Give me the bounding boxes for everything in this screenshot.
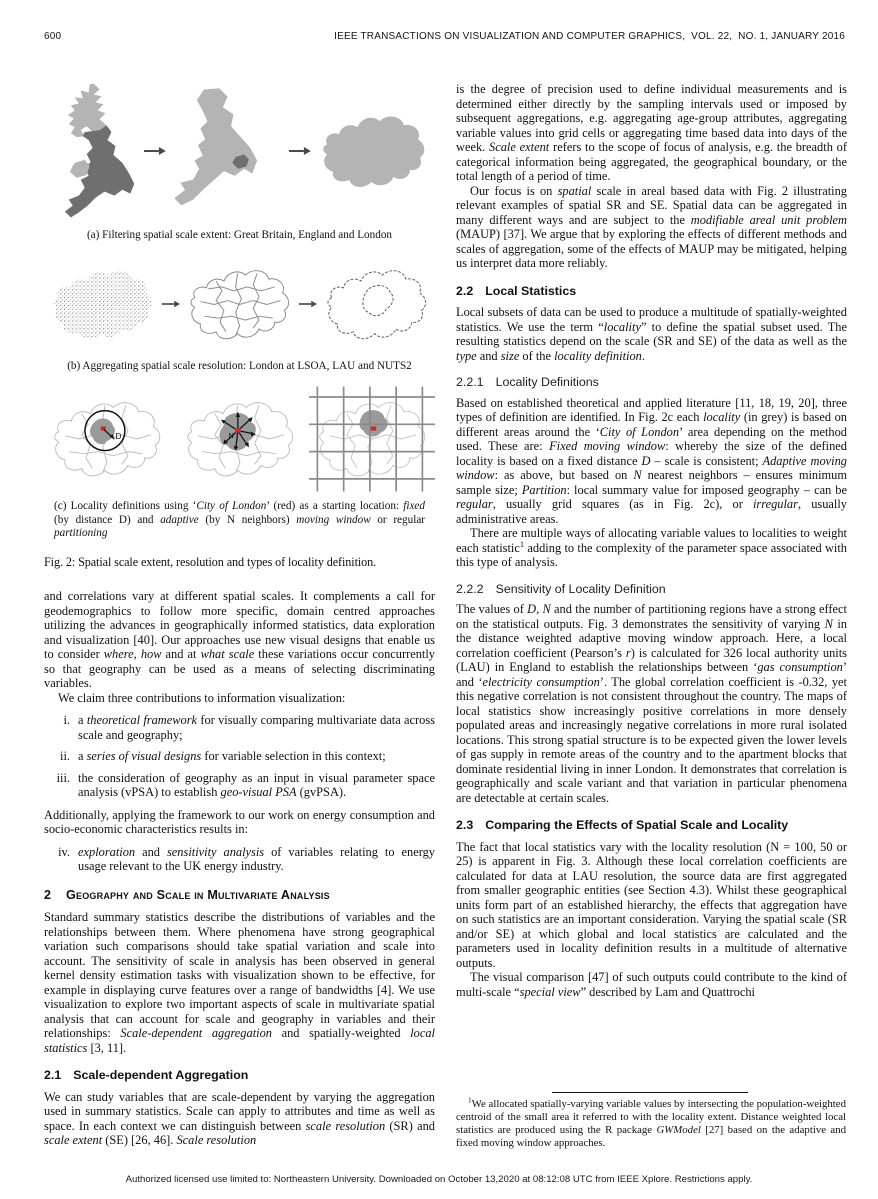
map-locality-adaptive <box>177 385 303 493</box>
list-item-number: iii. <box>56 770 70 785</box>
list-item-text: the consideration of geography as an input in visual parameter space analysis (vPSA) to establish geo-visual PSA (gvPSA). <box>78 770 435 800</box>
section-heading-2-2 <box>456 284 847 299</box>
list-item-number: i. <box>63 713 70 728</box>
section-number: 2.2 <box>456 283 474 298</box>
map-london-lsoa <box>44 255 161 353</box>
section-number: 2.2.1 <box>456 375 484 389</box>
section-number: 2.1 <box>44 1068 62 1083</box>
page-number: 600 <box>44 31 62 42</box>
figure-2c-row <box>44 385 435 493</box>
figure-2b-caption: (b) Aggregating spatial scale resolution: London at LSOA, LAU and NUTS2 <box>67 359 412 372</box>
section-heading-2 <box>44 888 435 903</box>
paragraph: Standard summary statistics describe the distributions of variables and the relationships between them. Where phenomena have strong geographical variation such comparisons should take spatial variation and scale into account. The sensitivity of scale in analysis has been observed in general kernel density estimation tasks with visualization shown to be effective, for example in displaying curve features over a range of bandwidths [4]. We use visualization to explore two important aspects of scale in multivariate spatial analysis that can account for scale and geography in variables and their relationships: Scale-dependent aggregation and spatially-weighted local statistics [3, 11]. <box>44 910 435 1055</box>
section-heading-2-1 <box>44 1068 435 1083</box>
figure-2-caption: Fig. 2: Spatial scale extent, resolution and types of locality definition. <box>44 554 377 569</box>
paragraph: We can study variables that are scale-dependent by varying the aggregation used in summary statistics. Scale can apply to attributes and time as well as space. In each context we can distinguish between scale resolution (SR) and scale extent (SE) [26, 46]. Scale resolution <box>44 1089 435 1148</box>
footnote-rule <box>552 1092 748 1093</box>
contribution-list-iv <box>44 845 435 874</box>
paragraph: and correlations vary at different spatial scales. It complements a call for geodemographics to follow more specific, domain centred approaches utilizing the advances in geographically informed statistics, data exploration and visualization [40]. Our approaches use new visual designs that enable us to consider where, how and at what scale these variations occur concurrently so that geography can be used as a means of selecting discriminating variables. <box>44 589 435 691</box>
journal-title: IEEE TRANSACTIONS ON VISUALIZATION AND COMPUTER GRAPHICS, VOL. 22, NO. 1, JANUARY 2016 <box>334 31 845 42</box>
figure-2a-row <box>44 80 435 222</box>
list-item <box>44 749 435 764</box>
list-item-number: iv. <box>58 844 70 859</box>
list-item <box>44 713 435 742</box>
map-london-nuts2 <box>318 255 435 353</box>
paragraph: Local subsets of data can be used to produce a multitude of spatially-weighted statistics. We use the term “locality” to define the spatial subset used. The resulting statistics depend on the scale (SR and SE) of the data as well as the type and size of the locality definition. <box>456 305 847 363</box>
contribution-list <box>44 713 435 800</box>
figure-2b-row <box>44 255 435 353</box>
arrow-right-icon <box>288 145 312 157</box>
section-title: Scale-dependent Aggregation <box>73 1068 249 1083</box>
section-title: Local Statistics <box>485 283 577 298</box>
section-title: Sensitivity of Locality Definition <box>495 581 666 596</box>
section-heading-2-2-1 <box>456 375 847 390</box>
paragraph: We claim three contributions to information visualization: <box>58 690 346 705</box>
neighbors-label: N <box>227 431 234 441</box>
paragraph: Our focus is on spatial scale in areal based data with Fig. 2 illustrating relevant examples of spatial SR and SE. Spatial data can be aggregated in many different ways and are subject to the modifiable areal unit problem (MAUP) [37]. We argue that by exploring the effects of different methods and scales of aggregation, some of the effects of MAUP may be mitigated, helping us interpret data more reliably. <box>456 183 847 270</box>
section-heading-2-3 <box>456 818 847 833</box>
section-heading-2-2-2 <box>456 582 847 597</box>
paragraph: Based on established theoretical and applied literature [11, 18, 19, 20], three types of definition are identified. In Fig. 2c each locality (in grey) is based on different areas around the ‘City of London’ area depending on the method used. These are: Fixed moving window: whereby the size of the defined locality is based on a fixed distance D – scale is consistent; Adaptive moving window: as above, but based on N nearest neighbors – ensures minimum sample size; Partition: local summary value for imposed geography – can be regular, usually grid squares (as in Fig. 2c), or irregular, usually administrative areas. <box>456 395 847 526</box>
map-england <box>167 86 288 216</box>
arrow-right-icon <box>298 298 318 310</box>
copyright-notice: Authorized licensed use limited to: Northeastern University. Downloaded on October 13,2020 at 08:12:08 UTC from IEEE Xplore. Restrictions apply. <box>125 1174 753 1185</box>
paragraph: is the degree of precision used to define individual measurements and is determined either directly by the sampling intervals used or imposed by subsequent aggregations, e.g. aggregating age-group attributes, aggregating variable values into grid cells or aggregating time based data into days of the week. Scale extent refers to the scope of focus of analysis, e.g. the breadth of categorical information being aggregated, the geographical boundary, or the total length of a period of time. <box>456 82 847 183</box>
paragraph: The values of D, N and the number of partitioning regions have a strong effect on the statistical outputs. Fig. 3 demonstrates the sensitivity of varying N in the distance weighted adaptive moving window approach. Here, a local correlation coefficient (Pearson’s r) is calculated for 326 local authority units (LAU) in England to establish the relationships between ‘gas consumption’ and ‘electricity consumption’. The global correlation coefficient is -0.32, yet this negative correlation is not consistent throughout the country. The maps of local statistics show increasingly positive correlations in more densely populated areas and increasingly negative correlations in more rural isolated locations. This strong spatial structure is to be expected given the lower levels of gas supply in remote areas of the country and to the apartment blocks that dominate residential living in inner London. It demonstrates that correlation is geographically and scale variant and that variation in particular phenomena are detectable at certain scales. <box>456 602 847 805</box>
paragraph: Additionally, applying the framework to our work on energy consumption and socio-economic characteristics results in: <box>44 807 435 837</box>
footnote <box>456 1092 846 1150</box>
section-number: 2.2.2 <box>456 581 484 596</box>
paragraph: The fact that local statistics vary with the locality resolution (N = 100, 50 or 25) is apparent in Fig. 3. Although these local correlation coefficients are calculated for data at LAU resolution, the source data are first aggregated from smaller geographic entities (see Section 4.3). Whilst these geographical units form part of an established hierarchy, the effects that aggregation have on such statistics are an important consideration. Varying the spatial scale (SR and/or SE) at which global and local statistics are calculated and the parameters used in locality definition results in a multitude of alternative outputs. <box>456 839 847 970</box>
section-number: 2.3 <box>456 818 474 832</box>
map-locality-fixed <box>44 385 170 493</box>
section-title: Comparing the Effects of Spatial Scale and Locality <box>485 818 789 832</box>
right-column <box>456 82 847 1086</box>
map-london <box>312 103 435 199</box>
fixed-distance-label: D <box>115 431 122 442</box>
list-item <box>44 845 435 874</box>
list-item-text: a theoretical framework for visually comparing multivariate data across scale and geography; <box>78 713 435 742</box>
left-column <box>44 76 435 1172</box>
running-header <box>44 31 845 42</box>
list-item-number: ii. <box>60 749 70 764</box>
map-locality-partition <box>309 385 435 493</box>
section-number: 2 <box>44 887 52 902</box>
figure-2a-caption: (a) Filtering spatial scale extent: Great Britain, England and London <box>86 229 393 241</box>
figure-2 <box>44 80 435 569</box>
list-item <box>44 771 435 800</box>
list-item-text: exploration and sensitivity analysis of variables relating to energy usage relevant to the UK energy industry. <box>78 844 435 874</box>
map-great-britain <box>44 80 143 222</box>
section-title: Locality Definitions <box>495 375 599 389</box>
footnote-text: $^1$We allocated spatially-varying variable values by intersecting the population-weighted centroid of the small area it referred to with the locality extent. Distance weighted local statistics are produced using the R package GWModel [27] based on the adaptive and fixed moving window approaches. <box>456 1095 846 1149</box>
map-london-lau <box>181 255 298 353</box>
paragraph: There are multiple ways of allocating variable values to localities to weight each statistic$^1$ adding to the complexity of the parameter space associated with this type of analysis. <box>456 526 847 569</box>
figure-2c-caption: (c) Locality definitions using ‘City of London’ (red) as a starting location: fixed (by distance D) and adaptive (by N neighbors) moving window or regular partitioning <box>54 500 426 540</box>
paragraph: The visual comparison [47] of such outputs could contribute to the kind of multi-scale “special view” described by Lam and Quattrochi <box>456 970 847 999</box>
section-title: Geography and Scale in Multivariate Analysis <box>66 887 330 902</box>
list-item-text: a series of visual designs for variable selection in this context; <box>78 749 386 764</box>
arrow-right-icon <box>143 145 167 157</box>
arrow-right-icon <box>161 298 181 310</box>
